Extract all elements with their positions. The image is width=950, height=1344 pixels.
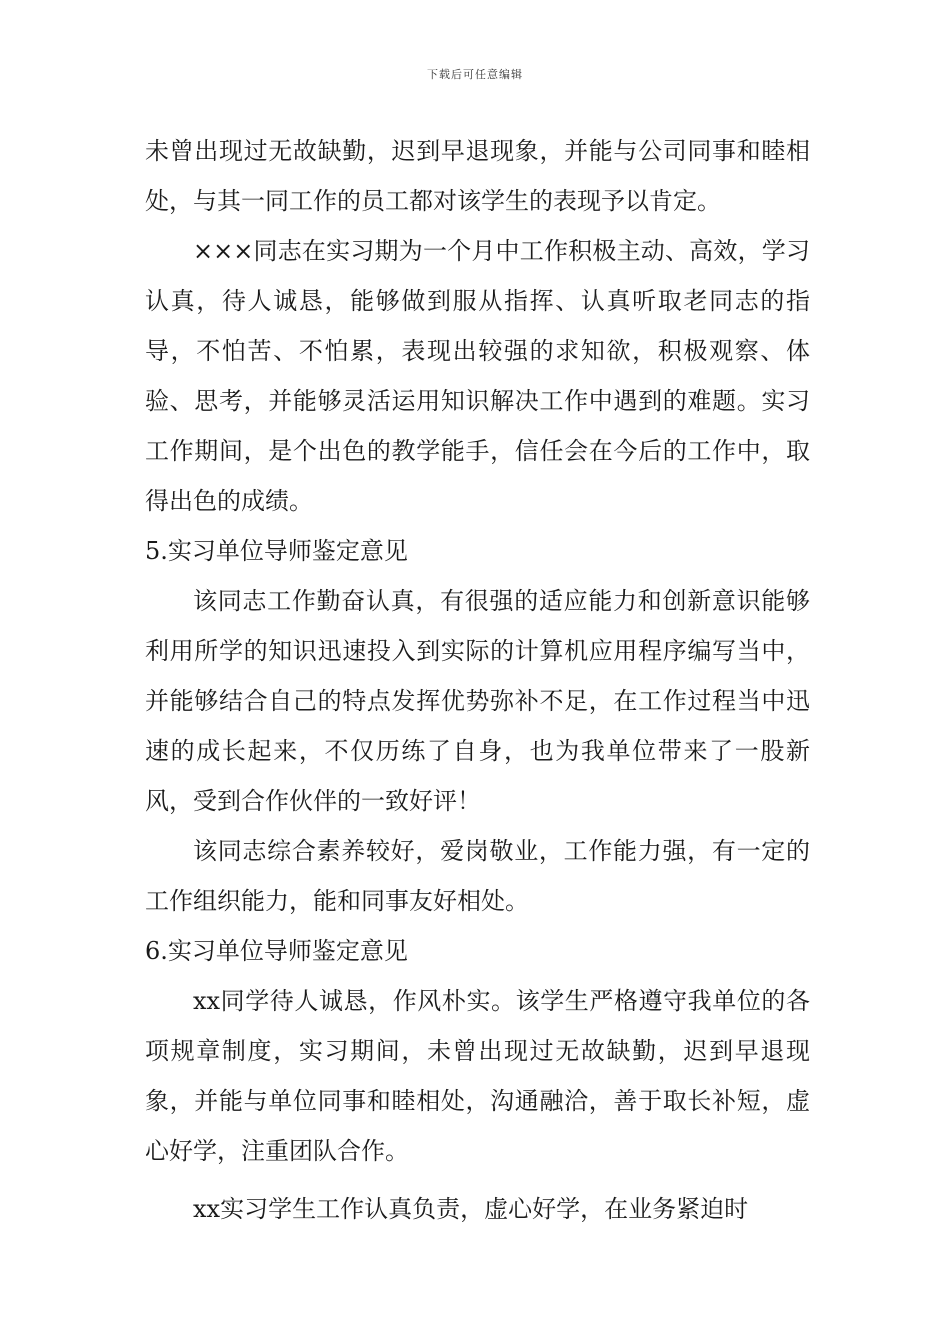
section-heading-6: 6.实习单位导师鉴定意见 — [145, 937, 408, 965]
page-header-note: 下载后可任意编辑 — [427, 68, 523, 81]
document-body — [145, 126, 810, 1234]
paragraph-1: 未曾出现过无故缺勤，迟到早退现象，并能与公司同事和睦相处，与其一同工作的员工都对该学生的表现予以肯定。 — [145, 137, 810, 215]
paragraph-6: xx实习学生工作认真负责，虚心好学，在业务紧迫时 — [193, 1195, 749, 1223]
paragraph-5: xx同学待人诚恳，作风朴实。该学生严格遵守我单位的各项规章制度，实习期间，未曾出现过无故缺勤，迟到早退现象，并能与单位同事和睦相处，沟通融洽，善于取长补短，虚心好学，注重团队合作。 — [145, 987, 810, 1165]
paragraph-3: 该同志工作勤奋认真，有很强的适应能力和创新意识能够利用所学的知识迅速投入到实际的计算机应用程序编写当中，并能够结合自己的特点发挥优势弥补不足，在工作过程当中迅速的成长起来，不仅历练了自身，也为我单位带来了一股新风，受到合作伙伴的一致好评！ — [145, 587, 810, 815]
paragraph-4: 该同志综合素养较好，爱岗敬业，工作能力强，有一定的工作组织能力，能和同事友好相处。 — [145, 837, 810, 915]
section-heading-5: 5.实习单位导师鉴定意见 — [145, 537, 408, 565]
paragraph-2: ×××同志在实习期为一个月中工作积极主动、高效，学习认真，待人诚恳，能够做到服从指挥、认真听取老同志的指导，不怕苦、不怕累，表现出较强的求知欲，积极观察、体验、思考，并能够灵活运用知识解决工作中遇到的难题。实习工作期间，是个出色的教学能手，信任会在今后的工作中，取得出色的成绩。 — [145, 237, 810, 515]
